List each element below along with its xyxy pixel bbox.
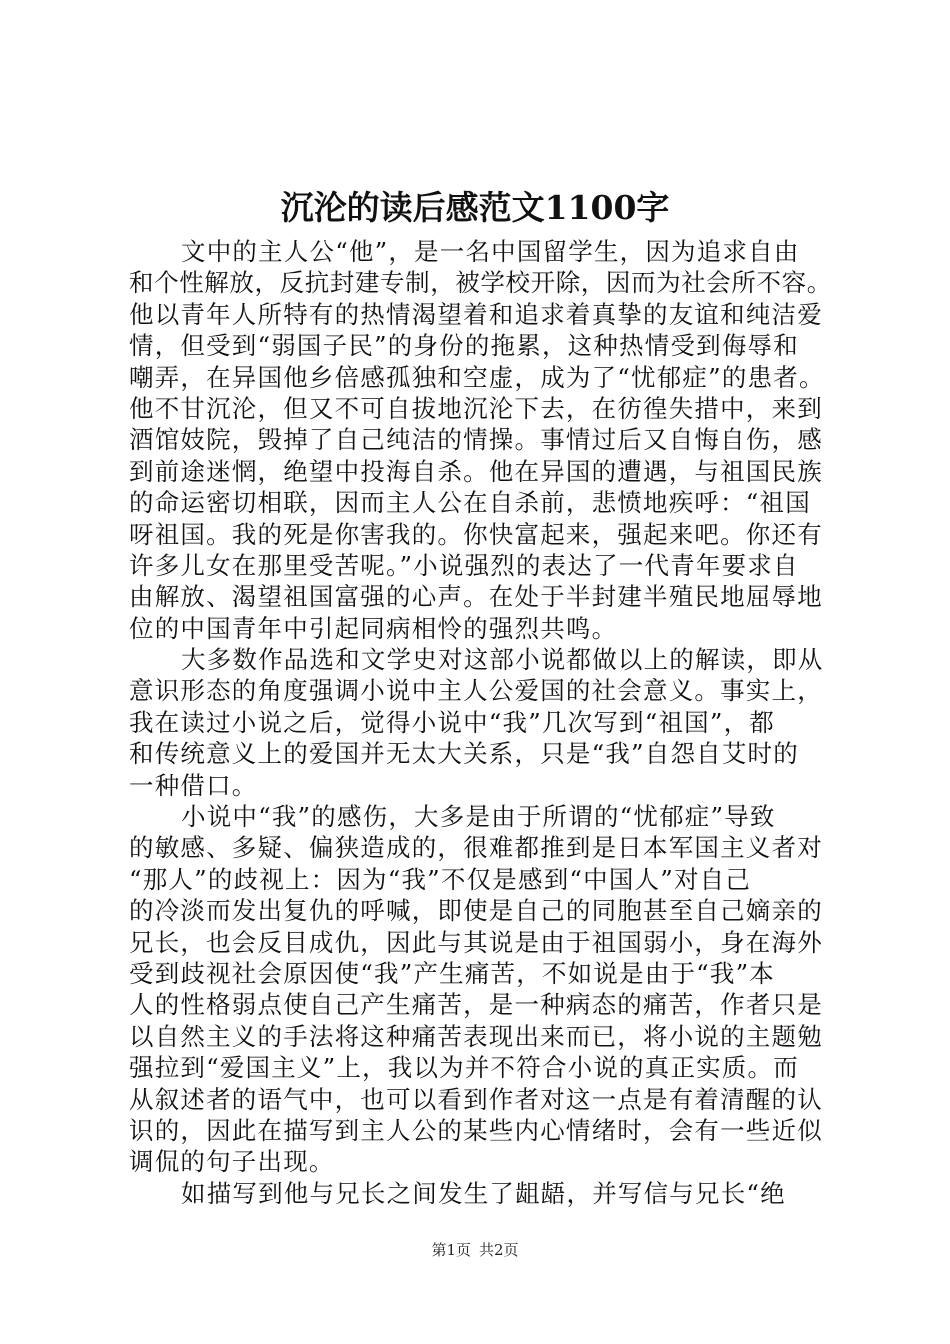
text-line: 由解放、渴望祖国富强的心声。在处于半封建半殖民地屈辱地: [129, 582, 823, 612]
text-line: 识的，因此在描写到主人公的某些内心情绪时，会有一些近似: [129, 1115, 823, 1145]
text-line: 如描写到他与兄长之间发生了龃龉，并写信与兄长“绝: [181, 1178, 786, 1208]
document-title: 沉沦的读后感范文1100字: [280, 188, 670, 227]
text-line: 一种借口。: [129, 770, 258, 800]
text-line: 强拉到“爱国主义”上，我以为并不符合小说的真正实质。而: [129, 1053, 799, 1083]
text-line: 我在读过小说之后，觉得小说中“我”几次写到“祖国”，都: [129, 707, 775, 737]
text-line: 他不甘沉沦，但又不可自拔地沉沦下去，在彷徨失措中，来到: [129, 393, 823, 423]
page-number: 第1页: [431, 1241, 471, 1259]
document-body: [129, 236, 834, 1209]
text-line: 从叙述者的语气中，也可以看到作者对这一点是有着清醒的认: [129, 1084, 823, 1114]
text-line: 兄长，也会反目成仇，因此与其说是由于祖国弱小，身在海外: [129, 927, 823, 957]
text-line: 的冷淡而发出复仇的呼喊，即使是自己的同胞甚至自己嫡亲的: [129, 896, 823, 926]
text-line: 以自然主义的手法将这种痛苦表现出来而已，将小说的主题勉: [129, 1021, 823, 1051]
text-line: 小说中“我”的感伤，大多是由于所谓的“忧郁症”导致: [181, 802, 776, 832]
text-line: 文中的主人公“他”，是一名中国留学生，因为追求自由: [181, 237, 800, 266]
text-line: 呀祖国。我的死是你害我的。你快富起来，强起来吧。你还有: [129, 519, 823, 549]
text-line: 情，但受到“弱国子民”的身份的拖累，这种热情受到侮辱和: [129, 331, 799, 361]
text-line: 嘲弄，在异国他乡倍感孤独和空虚，成为了“忧郁症”的患者。: [129, 362, 825, 392]
text-line: 意识形态的角度强调小说中主人公爱国的社会意义。事实上，: [129, 676, 823, 706]
text-line: 酒馆妓院，毁掉了自己纯洁的情操。事情过后又自悔自伤，感: [129, 425, 823, 455]
text-line: “那人”的歧视上：因为“我”不仅是感到“中国人”对自己: [129, 864, 752, 894]
text-line: 到前途迷惘，绝望中投海自杀。他在异国的遭遇，与祖国民族: [129, 456, 823, 486]
text-line: 和传统意义上的爱国并无太大关系，只是“我”自怨自艾时的: [129, 739, 799, 769]
page-total: 共2页: [479, 1241, 519, 1259]
text-line: 他以青年人所特有的热情渴望着和追求着真挚的友谊和纯洁爱: [129, 299, 823, 329]
text-line: 大多数作品选和文学史对这部小说都做以上的解读，即从: [181, 645, 824, 675]
text-line: 和个性解放，反抗封建专制，被学校开除，因而为社会所不容。: [129, 268, 832, 298]
text-line: 调侃的句子出现。: [129, 1147, 335, 1177]
text-line: 许多儿女在那里受苦呢。”小说强烈的表达了一代青年要求自: [129, 550, 799, 580]
page-footer: [0, 1240, 950, 1260]
text-line: 的敏感、多疑、偏狭造成的，很难都推到是日本军国主义者对: [129, 833, 823, 863]
text-line: 受到歧视社会原因使“我”产生痛苦，不如说是由于“我”本: [129, 958, 775, 988]
text-line: 位的中国青年中引起同病相怜的强烈共鸣。: [129, 613, 618, 643]
text-line: 人的性格弱点使自己产生痛苦，是一种病态的痛苦，作者只是: [129, 990, 823, 1020]
text-line: 的命运密切相联，因而主人公在自杀前，悲愤地疾呼：“祖国: [129, 488, 811, 518]
